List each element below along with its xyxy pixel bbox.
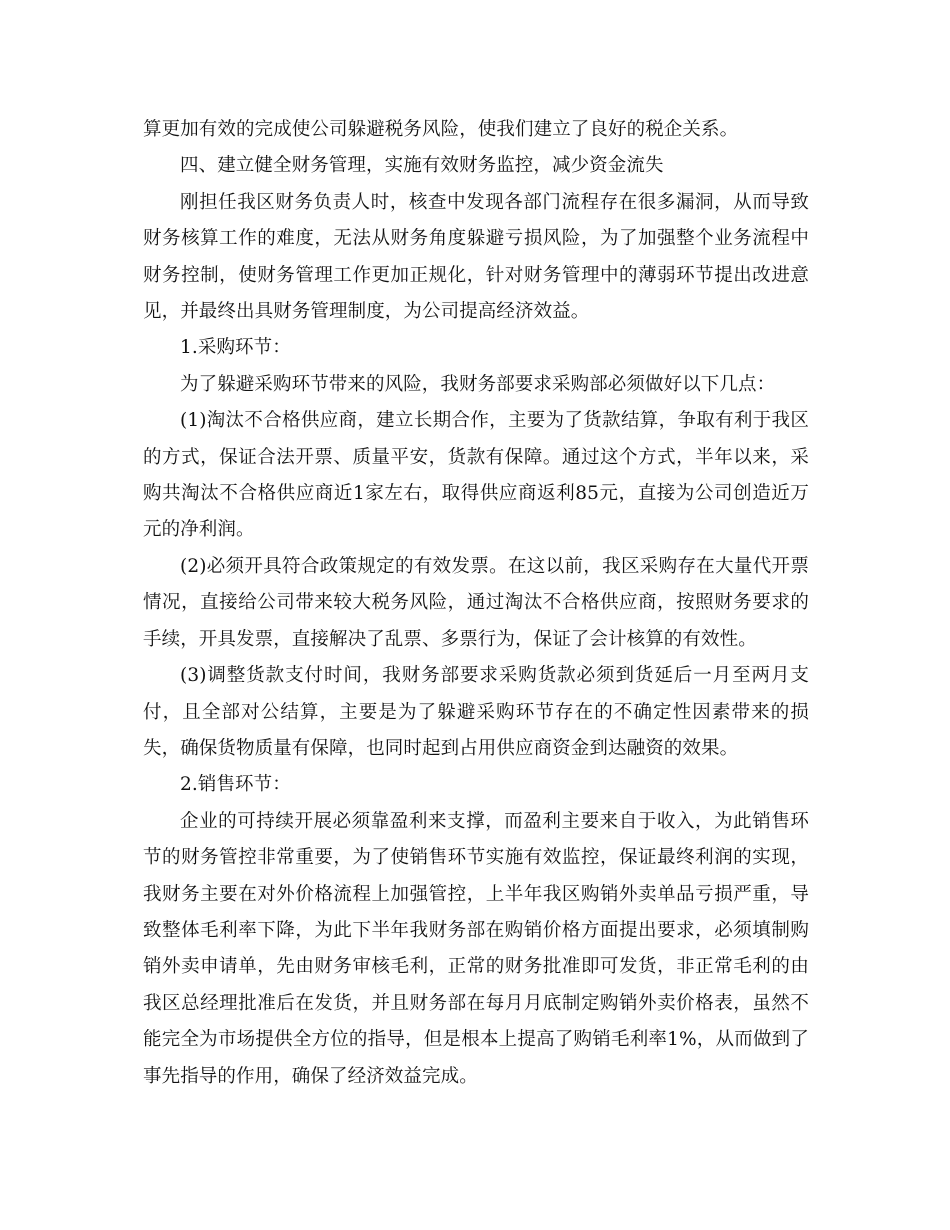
paragraph-sales: 企业的可持续开展必须靠盈利来支撑，而盈利主要来自于收入，为此销售环节的财务管控非常重要，为了使销售环节实施有效监控，保证最终利润的实现，我财务主要在对外价格流程上加强管控，上半年我区购销外卖单品亏损严重，导致整体毛利率下降，为此下半年我财务部在购销价格方面提出要求，必须填制购销外卖申请单，先由财务审核毛利，正常的财务批准即可发货，非正常毛利的由我区总经理批准后在发货，并且财务部在每月月底制定购销外卖价格表，虽然不能完全为市场提供全方位的指导，但是根本上提高了购销毛利率1%，从而做到了事先指导的作用，确保了经济效益完成。 xyxy=(143,810,809,1087)
list-item-procurement-1: (1)淘汰不合格供应商，建立长期合作，主要为了货款结算，争取有利于我区的方式，保证合法开票、质量平安，货款有保障。通过这个方式，半年以来，采购共淘汰不合格供应商近1家左右，取得供应商返利85元，直接为公司创造近万元的净利润。 xyxy=(143,410,809,541)
subheading-sales: 2.销售环节： xyxy=(180,774,291,796)
document-body xyxy=(143,112,809,1095)
paragraph-procurement-intro: 为了躲避采购环节带来的风险，我财务部要求采购部必须做好以下几点： xyxy=(180,373,776,395)
paragraph-tax-relations: 算更加有效的完成使公司躲避税务风险，使我们建立了良好的税企关系。 xyxy=(143,119,739,140)
subheading-procurement: 1.采购环节： xyxy=(180,337,291,359)
paragraph-financial-audit: 刚担任我区财务负责人时，核查中发现各部门流程存在很多漏洞，从而导致财务核算工作的难度，无法从财务角度躲避亏损风险，为了加强整个业务流程中财务控制，使财务管理工作更加正规化，针对财务管理中的薄弱环节提出改进意见，并最终出具财务管理制度，为公司提高经济效益。 xyxy=(143,191,809,323)
section-heading-financial-management: 四、建立健全财务管理，实施有效财务监控，减少资金流失 xyxy=(180,155,664,177)
list-item-procurement-2: (2)必须开具符合政策规定的有效发票。在这以前，我区采购存在大量代开票情况，直接给公司带来较大税务风险，通过淘汰不合格供应商，按照财务要求的手续，开具发票，直接解决了乱票、多票行为，保证了会计核算的有效性。 xyxy=(143,555,809,650)
list-item-procurement-3: (3)调整货款支付时间，我财务部要求采购货款必须到货延后一月至两月支付，且全部对公结算，主要是为了躲避采购环节存在的不确定性因素带来的损失，确保货物质量有保障，也同时起到占用供应商资金到达融资的效果。 xyxy=(143,665,809,759)
